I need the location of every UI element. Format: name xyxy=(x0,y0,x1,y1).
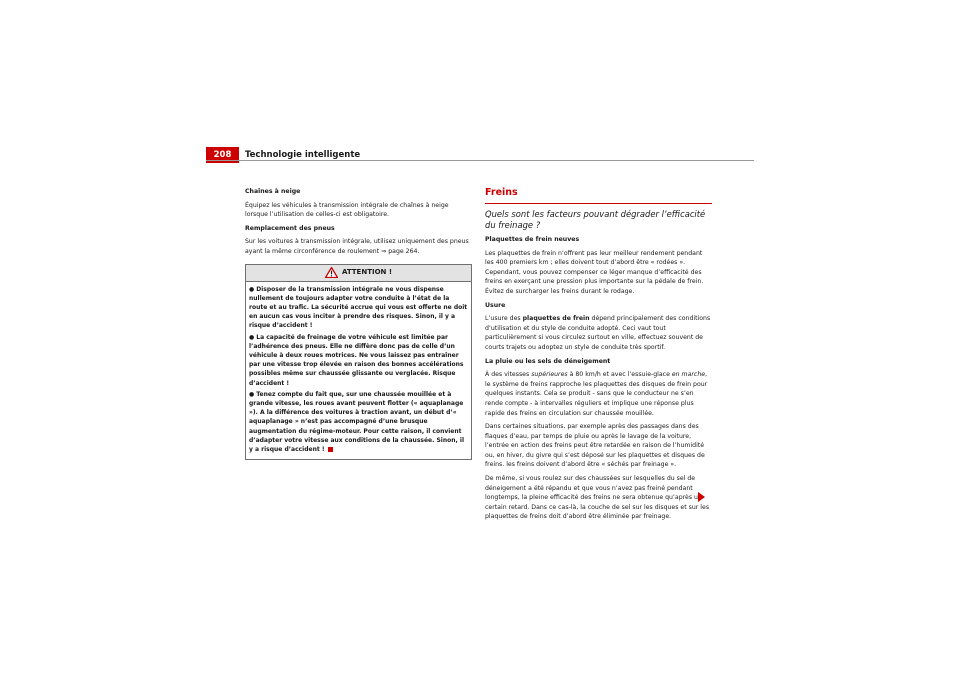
humidity-text: Dans certaines situations, par exemple après des passages dans des flaques d’eau, par temps de pluie ou après le lavage de la voiture, l’entrée en action des freins peut être retardée en raison de l’humidité ou, en hiver, du givre qui s’est déposé sur les plaquettes et disques de freins. les freins doivent d’abord être « séchés par freinage ». xyxy=(485,423,705,469)
continue-arrow-icon xyxy=(698,492,705,502)
warning-item: ● Tenez compte du fait que, sur une chaussée mouillée et à grande vitesse, les roues avant peuvent flotter (« aquaplanage »). A la différence des voitures à traction avant, un début d’« aquaplanage » n’est pas accompagné d’une brusque augmentation du régime-moteur. Pour cette raison, il convient d’adapter votre vitesse aux conditions de la chaussée. Sinon, il y a risque d’accident ! xyxy=(249,390,465,454)
warning-box xyxy=(245,264,472,461)
left-column xyxy=(245,187,472,460)
new-pads-heading: Plaquettes de frein neuves xyxy=(485,236,580,243)
warning-body xyxy=(246,282,471,460)
warning-triangle-icon xyxy=(325,267,338,278)
section-divider xyxy=(485,203,712,204)
section-title: Freins xyxy=(485,187,518,198)
end-marker-icon xyxy=(328,447,333,452)
section-subtitle: Quels sont les facteurs pouvant dégrader l’efficacité du freinage ? xyxy=(485,209,706,230)
chains-heading: Chaînes à neige xyxy=(245,188,301,195)
warning-item: ● La capacité de freinage de votre véhicule est limitée par l’adhérence des pneus. Elle ne diffère donc pas de celle d’un véhicule à deux roues motrices. Ne vous laissez pas entraîner par une vitesse trop élevée en raison des bonnes accélérations possibles même sur chaussée glissante ou verglacée. Risque d’accident ! xyxy=(249,333,464,387)
chains-text: Équipez les véhicules à transmission intégrale de chaînes à neige lorsque l’utilisation de celles-ci est obligatoire. xyxy=(245,201,449,219)
bullet-icon: ● xyxy=(249,333,255,341)
rain-salt-text: À des vitesses supérieures à 80 km/h et avec l’essuie-glace en marche, le système de freins rapproche les plaquettes des disques de frein pour quelques instants. Cela se produit - sans que le conducteur ne s’en rende compte - à intervalles réguliers et implique une réponse plus rapide des freins en circulation sur chaussée mouillée. xyxy=(485,371,708,417)
warning-header xyxy=(246,265,471,282)
warning-item: ● Disposer de la transmission intégrale ne vous dispense nullement de toujours adapter votre conduite à l’état de la route et au trafic. La sécurité accrue qui vous est offerte ne doit en aucun cas vous inciter à prendre des risques. Sinon, il y a risque d’accident ! xyxy=(249,285,468,330)
page-header-title: Technologie intelligente xyxy=(245,150,361,160)
wear-text: L’usure des plaquettes de frein dépend principalement des conditions d’utilisation et du style de conduite adopté. Ceci vaut tout particulièrement si vous circulez surtout en ville, effectuez souvent de courts trajets ou adoptez un style de conduite très sportif. xyxy=(485,315,711,351)
tires-text: Sur les voitures à transmission intégrale, utilisez uniquement des pneus ayant la même circonférence de roulement ⇒ page 264. xyxy=(245,238,469,255)
bullet-icon: ● xyxy=(249,285,255,293)
wear-heading: Usure xyxy=(485,301,506,309)
new-pads-text: Les plaquettes de frein n’offrent pas leur meilleur rendement pendant les 400 premiers km ; elles doivent tout d’abord être « rodées ». Cependant, vous pouvez compenser ce léger manque d’efficacité des freins en exerçant une pression plus importante sur la pédale de frein. Évitez de surcharger les freins durant le rodage. xyxy=(485,249,704,295)
page-number: 208 xyxy=(206,147,239,163)
tires-heading: Remplacement des pneus xyxy=(245,224,335,232)
rain-salt-heading: La pluie ou les sels de déneigement xyxy=(485,357,611,365)
warning-title: ATTENTION ! xyxy=(341,267,393,276)
header-divider xyxy=(206,160,754,161)
right-column xyxy=(485,187,712,526)
bullet-icon: ● xyxy=(249,390,255,398)
salt-text: De même, si vous roulez sur des chaussées sur lesquelles du sel de déneigement a été répandu et que vous n’avez pas freiné pendant longtemps, la pleine efficacité des freins ne sera obtenue qu’après un certain retard. Dans ce cas-là, la couche de sel sur les disques et sur les plaquettes de freins doit d’abord être éliminée par freinage. xyxy=(485,475,710,521)
